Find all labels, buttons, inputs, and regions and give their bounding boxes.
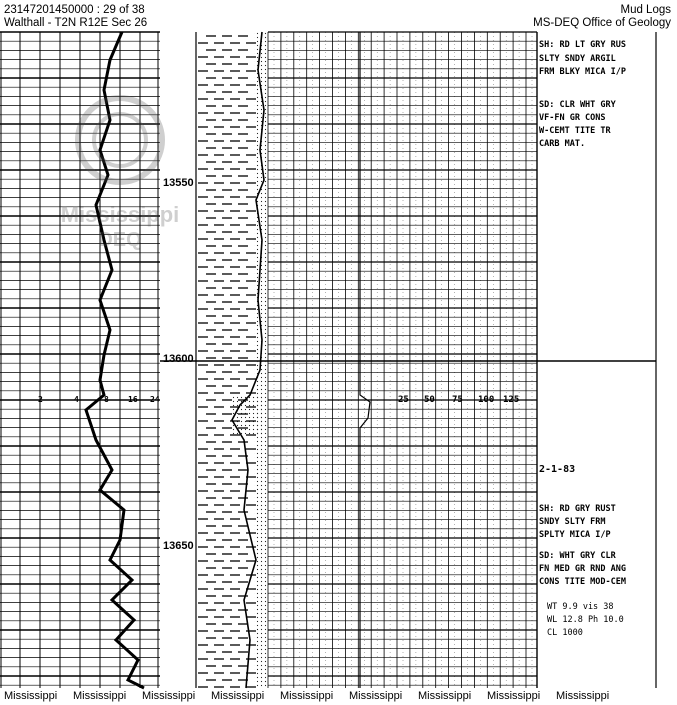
- lithology-column: [198, 32, 268, 688]
- footer-watermark-5: Mississippi: [280, 690, 334, 702]
- desc-2-line-4: CARB MAT.: [539, 139, 586, 149]
- desc-2-line-3: W-CEMT TITE TR: [539, 126, 611, 136]
- depth-13650: 13650: [163, 540, 194, 552]
- footer-watermark-8: Mississippi: [487, 690, 541, 702]
- depth-13600: 13600: [163, 353, 194, 365]
- desc-3-line-3: SPLTY MICA I/P: [539, 530, 611, 540]
- footer-watermark-2: Mississippi: [73, 690, 127, 702]
- desc-1-line-3: FRM BLKY MICA I/P: [539, 67, 626, 77]
- left-scale-label: 8: [104, 395, 109, 404]
- depth-13550: 13550: [163, 177, 194, 189]
- watermark-line1: Mississippi: [60, 202, 180, 227]
- right-scale-label: 125: [503, 395, 520, 405]
- left-scale-label: 2: [38, 395, 43, 404]
- footer-watermark-7: Mississippi: [418, 690, 472, 702]
- desc-1-line-1: SH: RD LT GRY RUS: [539, 40, 626, 50]
- left-scale-label: 24: [150, 395, 160, 404]
- desc-4-line-2: FN MED GR RND ANG: [539, 564, 626, 574]
- desc-2-line-2: VF-FN GR CONS: [539, 113, 606, 123]
- log-date: 2-1-83: [539, 464, 576, 475]
- log-type: Mud Logs: [620, 4, 671, 16]
- mud-line-1: WT 9.9 vis 38: [547, 602, 614, 612]
- right-scale-label: 25: [398, 395, 409, 405]
- lithology-descriptions: [539, 40, 626, 638]
- gas-curve: [360, 32, 370, 688]
- desc-1-line-2: SLTY SNDY ARGIL: [539, 54, 616, 64]
- left-scale-label: 4: [74, 395, 79, 404]
- footer-watermark-4: Mississippi: [211, 690, 265, 702]
- footer-watermark-3: Mississippi: [142, 690, 196, 702]
- footer-watermark-1: Mississippi: [4, 690, 58, 702]
- doc-id-page: 23147201450000 : 29 of 38: [4, 4, 145, 16]
- well-location: Walthall - T2N R12E Sec 26: [4, 17, 148, 29]
- right-scale-label: 50: [424, 395, 435, 405]
- desc-3-line-2: SNDY SLTY FRM: [539, 517, 606, 527]
- footer-watermark-9: Mississippi: [556, 690, 610, 702]
- footer-watermark-6: Mississippi: [349, 690, 403, 702]
- right-scale-label: 75: [452, 395, 463, 405]
- desc-4-line-3: CONS TITE MOD-CEM: [539, 577, 626, 587]
- agency: MS-DEQ Office of Geology: [533, 17, 671, 29]
- desc-4-line-1: SD: WHT GRY CLR: [539, 551, 616, 561]
- mud-line-3: CL 1000: [547, 628, 583, 638]
- mud-line-2: WL 12.8 Ph 10.0: [547, 615, 624, 625]
- desc-3-line-1: SH: RD GRY RUST: [539, 504, 616, 514]
- watermark-line2: DEQ: [98, 229, 142, 251]
- left-scale-label: 16: [128, 395, 138, 404]
- desc-2-line-1: SD: CLR WHT GRY: [539, 100, 616, 110]
- right-scale-label: 100: [478, 395, 495, 405]
